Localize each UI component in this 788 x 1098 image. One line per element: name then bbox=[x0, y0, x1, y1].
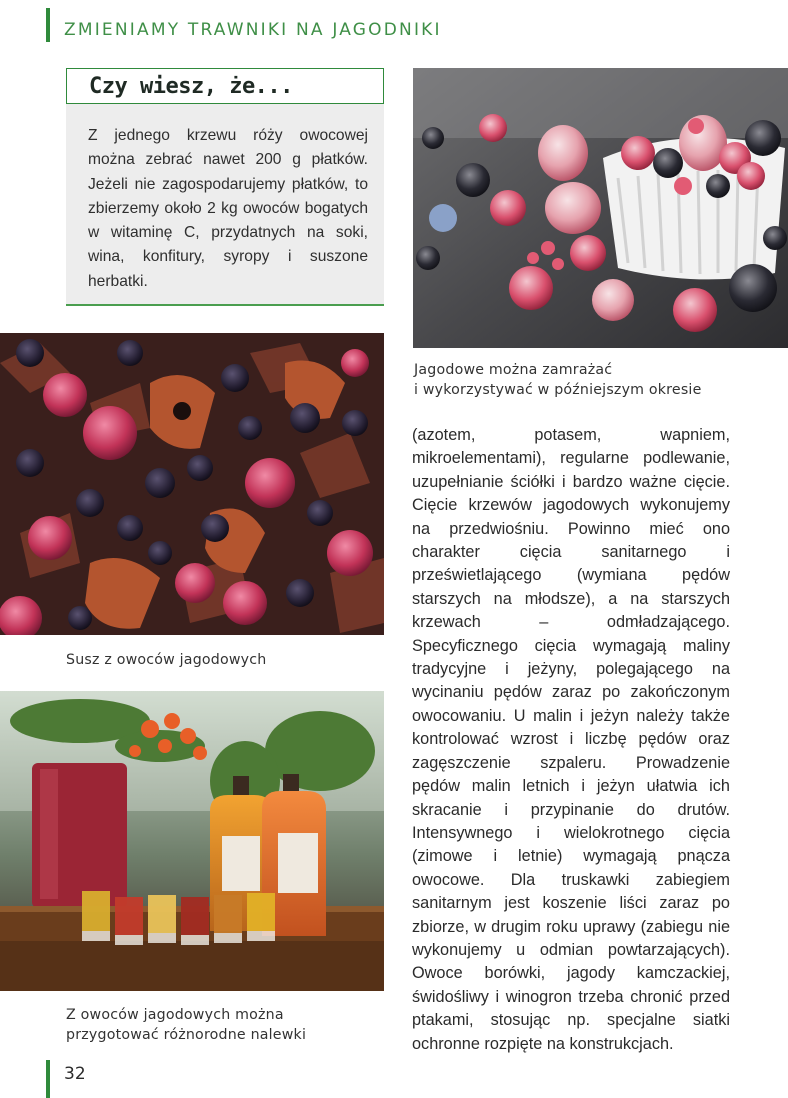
did-you-know-box bbox=[66, 68, 384, 306]
main-body-text: (azotem, potasem, wapniem, mikroelementami), regularne podlewanie, uzupełnianie ściółki i bardzo ważne cięcie. Cięcie krzewów jagodowych wykonujemy na przedwiośniu. Powinno mieć ono charakter cięcia sanitarnego i prześwietlającego (wymiana pędów starszych na młodsze), a na starszych krzewach – odmładzającego. Specyficznego cięcia wymagają maliny tradycyjne i jeżyny, polegającego na wycinaniu pędów zaraz po zakończonym owocowaniu. U malin i jeżyn należy także kontrolować wzrost i liczbę pędów oraz zagęszczenie szpaleru. Prowadzenie pędów malin letnich i jeżyn ułatwia ich skracanie i przypinanie do drutów. Intensywnego i wielokrotnego cięcia (zimowe i letnie) wymagają pnącza owocowe. Dla truskawki zabiegiem sanitarnym jest koszenie liści zaraz po zbiorze, w drugim roku uprawy (zabiegu nie wykonujemy u odmian powtarzających). Owoce borówki, jagody kamczackiej, świdośliwy i winogron trzeba chronić przed ptakami, stosując np. specjalne siatki ochronne rozpięte na konstrukcjach. bbox=[412, 426, 730, 1053]
frozen-caption-line-2: i wykorzystywać w późniejszym okresie bbox=[414, 382, 702, 398]
liqueur-caption-line-1: Z owoców jagodowych można bbox=[66, 1007, 284, 1023]
dried-berries-photo bbox=[0, 333, 384, 635]
page-number: 32 bbox=[64, 1064, 86, 1084]
footer-accent-bar bbox=[46, 1060, 50, 1098]
frozen-berries-caption bbox=[414, 360, 754, 400]
liqueur-caption bbox=[66, 1005, 366, 1045]
did-you-know-title: Czy wiesz, że... bbox=[89, 74, 293, 99]
dried-berries-caption: Susz z owoców jagodowych bbox=[66, 652, 267, 668]
info-box-bottom-rule bbox=[66, 304, 384, 306]
did-you-know-title-frame bbox=[66, 68, 384, 104]
liqueur-caption-line-2: przygotować różnorodne nalewki bbox=[66, 1027, 307, 1043]
frozen-berries-photo bbox=[413, 68, 788, 348]
header-accent-bar bbox=[46, 8, 50, 42]
frozen-caption-line-1: Jagodowe można zamrażać bbox=[414, 362, 613, 378]
running-header: ZMIENIAMY TRAWNIKI NA JAGODNIKI bbox=[64, 20, 442, 40]
did-you-know-text: Z jednego krzewu róży owocowej można zebrać nawet 200 g płatków. Jeżeli nie zagospodarujemy płatków, to zbierzemy około 2 kg owoców bogatych w witaminę C, przydatnych na soki, wina, konfitury, syropy i suszone herbatki. bbox=[88, 127, 368, 290]
liqueur-photo bbox=[0, 691, 384, 991]
